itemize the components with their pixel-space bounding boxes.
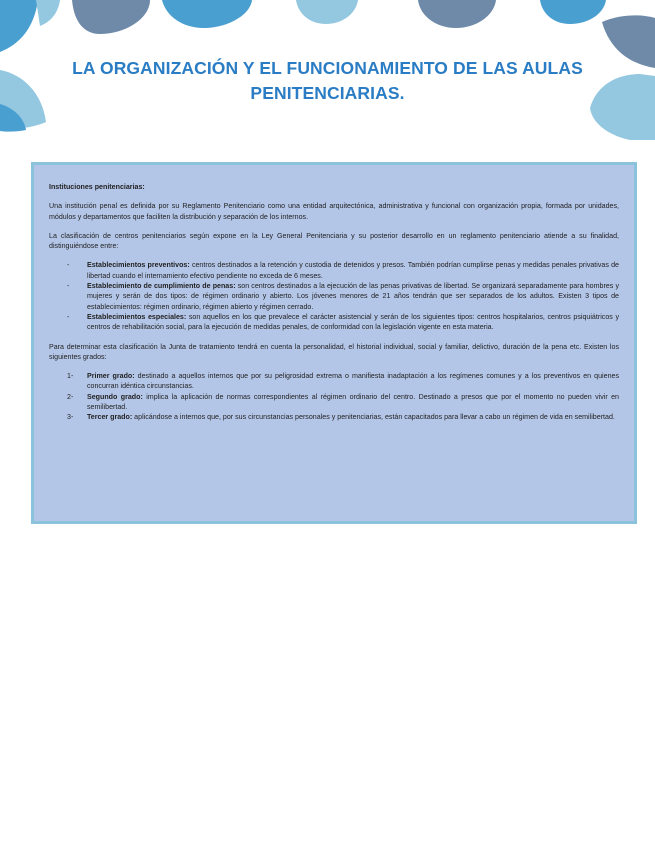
list-item (67, 412, 619, 422)
decor-shape (418, 0, 496, 28)
decor-shape (540, 0, 606, 24)
list-item-text: son centros destinados a la ejecución de las penas privativas de libertad. Se organizará separadamente para hombres y mujeres y serán de dos tipos: de régimen ordinario y abierto. Los jóvenes menores de 21 años tendrán que ser separados de los adultos. Existen 3 tipos de establecimientos: régimen ordinario, régimen abierto y régimen cerrado. (87, 282, 619, 311)
list-item (67, 260, 619, 281)
bullet-marker: - (67, 312, 70, 321)
page-title: LA ORGANIZACIÓN Y EL FUNCIONAMIENTO DE LAS AULAS PENITENCIARIAS. (72, 57, 583, 103)
decor-shape (162, 0, 252, 28)
section-heading: Instituciones penitenciarias: (49, 183, 145, 191)
grades-paragraph: Para determinar esta clasificación la Junta de tratamiento tendrá en cuenta la personalidad, el historial individual, social y familiar, delictivo, duración de la pena etc. Existen los siguientes grados: (49, 342, 619, 361)
grade-term: Tercer grado: (87, 413, 133, 422)
list-item-term: Establecimiento de cumplimiento de penas: (87, 282, 236, 291)
decor-shape (590, 74, 655, 140)
grade-term: Segundo grado: (87, 392, 143, 401)
content-box (31, 162, 637, 524)
decor-shape (0, 0, 38, 52)
list-item (67, 312, 619, 333)
intro-paragraph: Una institución penal es definida por su Reglamento Penitenciario como una entidad arquitectónica, administrativa y funcional con organización propia, formada por unidades, módulos y departamentos que faciliten la distribución y separación de los internos. (49, 202, 619, 221)
grade-term: Primer grado: (87, 372, 135, 381)
grade-text: destinado a aquellos internos que por su peligrosidad extrema o manifiesta inadaptación a los regímenes comunes y a los preventivos en quienes concurran idéntica circunstancias. (87, 372, 620, 391)
establishment-types-list (49, 260, 619, 332)
bullet-marker: - (67, 282, 70, 291)
grades-list (49, 371, 619, 422)
bullet-marker: - (67, 261, 70, 270)
grade-text: aplicándose a internos que, por sus circunstancias personales y penitenciarias, están capacitados para llevar a cabo un régimen de vida en semilibertad. (132, 413, 615, 422)
list-item (67, 281, 619, 312)
grade-text: implica la aplicación de normas correspondientes al régimen ordinario del centro. Destinado a presos que por el momento no pueden vivir en semilibertad. (87, 392, 619, 412)
list-item-term: Establecimientos preventivos: (87, 261, 190, 270)
grade-number: 2- (67, 392, 74, 401)
list-item (67, 371, 620, 392)
decor-shape (72, 0, 150, 34)
list-item-text: son aquellos en los que prevalece el carácter asistencial y serán de los siguientes tipos: centros hospitalarios, centros psiquiátricos y centros de rehabilitación social, para la ejecución de medidas penales, de conformidad con la legislación vigente en esta materia. (87, 312, 619, 332)
list-item-text: centros destinados a la retención y custodia de detenidos y presos. También podrían cumplirse penas y medidas penales privativas de libertad cuando el internamiento efectivo pendiente no exceda de 6 meses. (87, 261, 619, 280)
decor-shape (602, 15, 655, 68)
decor-shape (36, 0, 60, 26)
decor-shape (296, 0, 358, 24)
list-item-term: Establecimientos especiales: (87, 312, 187, 321)
grade-number: 3- (67, 413, 74, 422)
list-item (67, 392, 619, 413)
classification-paragraph: La clasificación de centros penitenciarios según expone en la Ley General Penitenciaria y su posterior desarrollo en un reglamento penitenciario atiende a su finalidad, distinguiéndose entre: (49, 231, 619, 251)
grade-number: 1- (67, 372, 74, 381)
